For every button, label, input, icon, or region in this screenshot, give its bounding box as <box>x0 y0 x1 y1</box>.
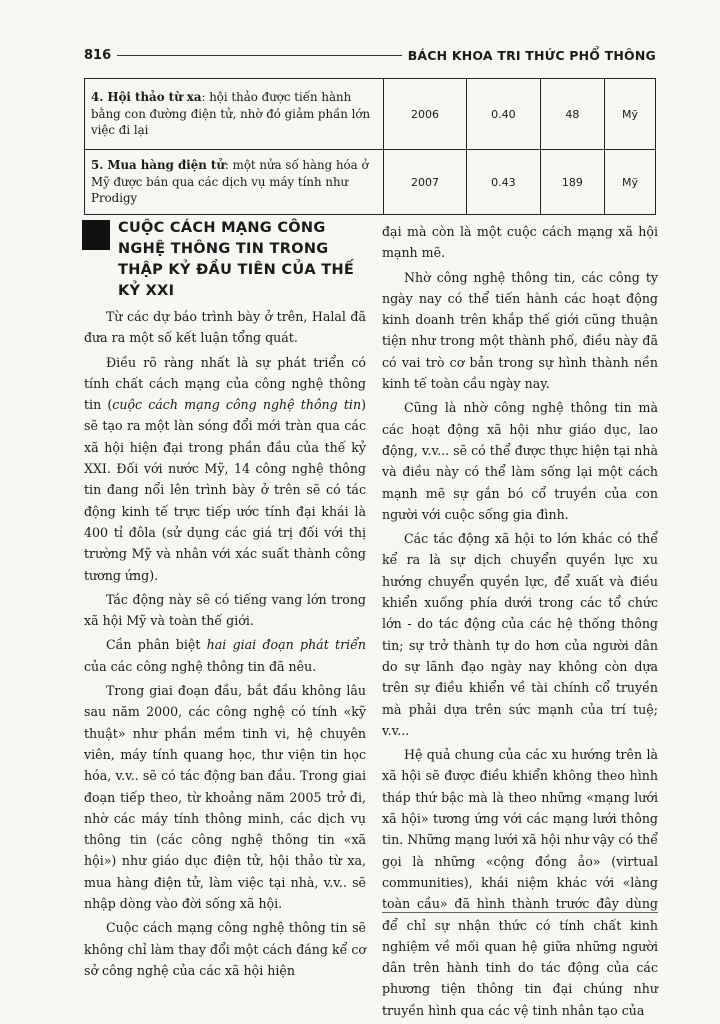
book-title: BÁCH KHOA TRI THỨC PHỔ THÔNG <box>407 47 656 63</box>
table-cell-value: 0.43 <box>467 150 541 215</box>
paragraph: Nhờ công nghệ thông tin, các công ty ngày nay có thể tiến hành các hoạt động kinh doanh trên khắp thế giới cũng thuận tiện như trong một thành phố, điều này đã có vai trò cơ bản trong sự hình thành nền kinh tế toàn cầu ngày nay. <box>382 269 658 392</box>
table-cell-amount: 48 <box>540 79 604 150</box>
technology-table <box>84 78 656 215</box>
header-rule <box>117 55 402 56</box>
right-column <box>382 221 658 1024</box>
paragraph: Tác động này sẽ có tiếng vang lớn trong xã hội Mỹ và toàn thế giới. <box>84 591 366 629</box>
row-title: 5. Mua hàng điện tử <box>91 158 225 173</box>
paragraph: Cũng là nhờ công nghệ thông tin mà các hoạt động xã hội như giáo dục, lao động, v.v... sẽ có thể được thực hiện tại nhà và điều này có thể làm sống lại một cách mạnh mẽ sự gắn bó cổ truyền của con người với cuộc sống gia đình. <box>382 400 658 522</box>
paragraph: Cuộc cách mạng công nghệ thông tin sẽ không chỉ làm thay đổi một cách đáng kể cơ sở công nghệ của các xã hội hiện <box>84 920 366 978</box>
page-number: 816 <box>84 47 112 63</box>
paragraph: Hệ quả chung của các xu hướng trên là xã hội sẽ được điều khiển không theo hình tháp thứ bậc mà là theo những «mạng lưới xã hội» tương ứng với các mạng lưới thông tin. Những mạng lưới xã hội như vậy có thể gọi là những «cộng đồng ảo» (virtual communities), khái niệm khác với «làng toàn cầu» đã hình thành trước đây dùng để chỉ sự nhận thức có tính chất kinh nghiệm về mối quan hệ giữa những người dân trên hành tinh do tác động của các phương tiện thông tin đại chúng như truyền hình qua các vệ tinh nhân tạo của <box>382 747 658 1018</box>
section-marker-block <box>82 220 110 250</box>
table-cell-description <box>85 79 384 150</box>
table-cell-year: 2007 <box>384 150 467 215</box>
table-row <box>85 150 656 215</box>
paragraph-text: Điều rõ ràng nhất là sự phát triển có tính chất cách mạng của công nghệ thông tin ( <box>84 354 366 413</box>
table-cell-amount: 189 <box>540 150 604 215</box>
paragraph <box>84 352 366 586</box>
table-row <box>85 79 656 150</box>
left-column <box>84 306 366 984</box>
table-cell-country: Mỹ <box>605 150 656 215</box>
paragraph <box>84 634 366 677</box>
section-heading: CUỘC CÁCH MẠNG CÔNG NGHỆ THÔNG TIN TRONG THẬP KỶ ĐẦU TIÊN CỦA THẾ KỶ XXI <box>118 220 355 299</box>
paragraph: Trong giai đoạn đầu, bắt đầu không lâu sau năm 2000, các công nghệ có tính «kỹ thuật» như phần mềm tinh vi, hệ chuyên viên, máy tính quang học, thư viện tin học hóa, v.v.. sẽ có tác động ban đầu. Trong giai đoạn tiếp theo, từ khoảng năm 2005 trở đi, nhờ các máy tính thông minh, các dịch vụ thông tin (các công nghệ thông tin «xã hội») như giáo dục điện tử, hội thảo từ xa, mua hàng điện tử, làm việc tại nhà, v.v.. sẽ nhập dòng vào đời sống xã hội. <box>84 683 366 912</box>
table-cell-description <box>85 150 384 215</box>
table-cell-value: 0.40 <box>467 79 541 150</box>
paragraph-text: của các công nghệ thông tin đã nêu. <box>84 658 317 674</box>
paragraph: Các tác động xã hội to lớn khác có thể kể ra là sự dịch chuyển quyền lực xu hướng chuyển quyền lực, để xuất và điều khiển xuống phía dưới trong các tổ chức lớn - do tác động của các hệ thống thông tin; sự trở thành tự do hơn của người dân do sự lãnh đạo ngày nay không còn dựa trên sự điều khiển về tài chính cổ truyền mà phải dựa trên sức mạnh của trí tuệ; v.v... <box>382 531 658 738</box>
paragraph-text: Cần phân biệt <box>106 637 207 653</box>
row-title: 4. Hội thảo từ xa <box>91 90 202 105</box>
footer-rule <box>382 912 658 913</box>
emphasis-text: cuộc cách mạng công nghệ thông tin <box>112 397 362 413</box>
row-text: : hội thảo được tiến hành bằng con đường điện tử, nhờ đó giảm phần lớn việc đi lại <box>91 90 371 138</box>
paragraph: Từ các dự báo trình bày ở trên, Halal đã đưa ra một số kết luận tổng quát. <box>84 309 366 346</box>
table-cell-country: Mỹ <box>605 79 656 150</box>
paragraph: đại mà còn là một cuộc cách mạng xã hội mạnh mẽ. <box>382 224 658 261</box>
emphasis-text: hai giai đoạn phát triển <box>206 637 366 653</box>
table-cell-year: 2006 <box>384 79 467 150</box>
running-head <box>84 46 656 64</box>
row-text: : một nửa số hàng hóa ở Mỹ được bán qua các dịch vụ máy tính như Prodigy <box>91 158 369 206</box>
paragraph-text: ) sẽ tạo ra một làn sóng đổi mới tràn qua các xã hội hiện đại trong phần đầu của thế kỷ XXI. Đối với nước Mỹ, 14 công nghệ thông tin đang nổi lên trình bày ở trên sẽ có tác động kinh tế trực tiếp ước tính đại khái là 400 tỉ đôla (sử dụng các giá trị đối với thị trường Mỹ và nhân với xác suất thành công tương ứng). <box>84 397 366 583</box>
